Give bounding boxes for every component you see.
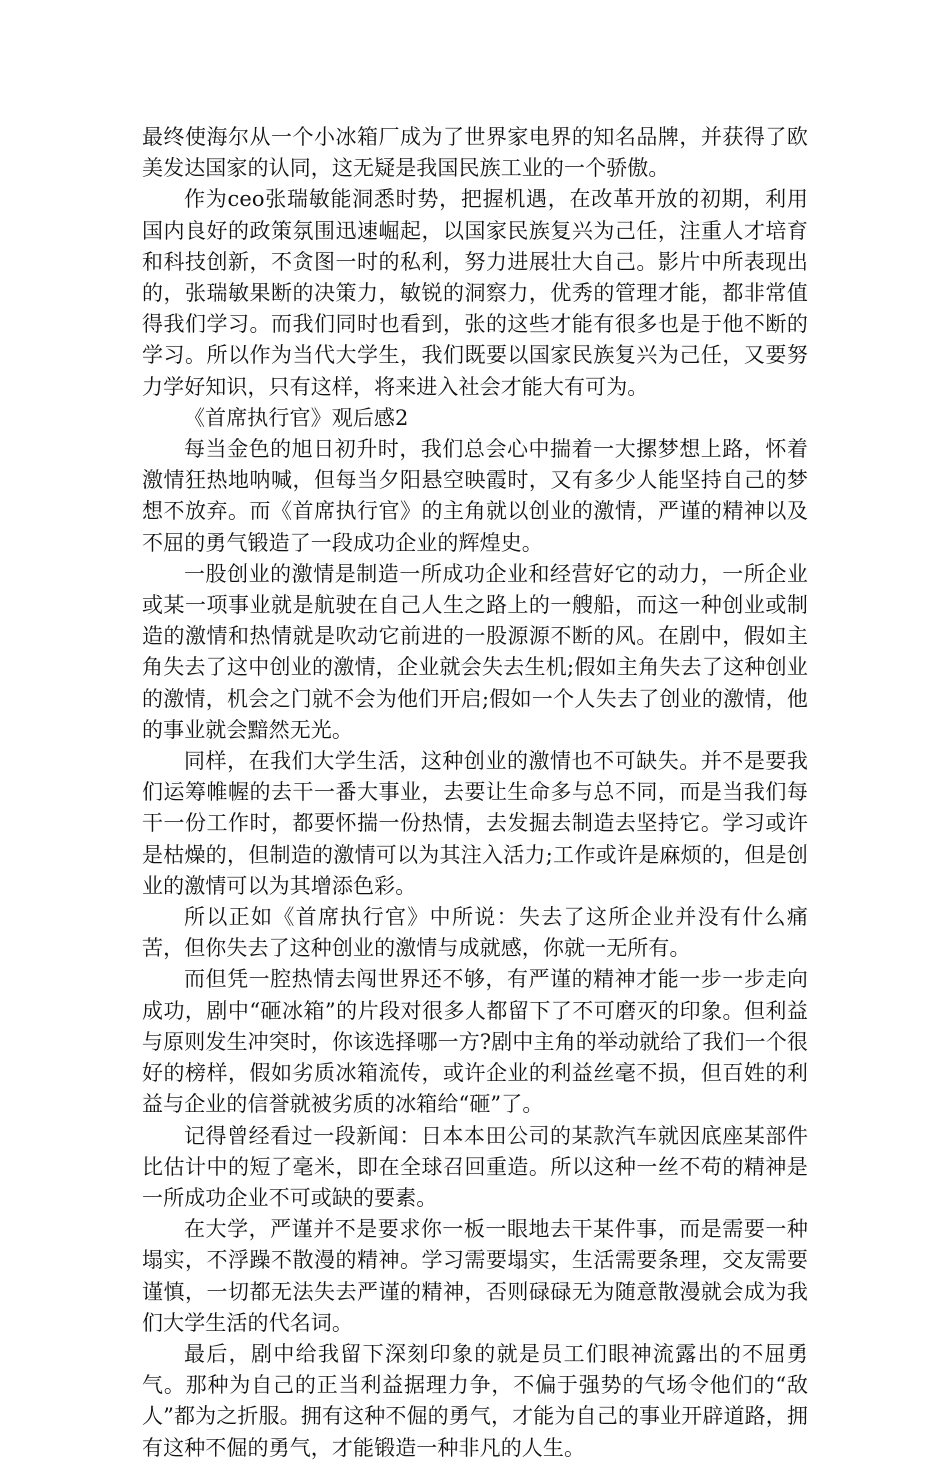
paragraph-university-life: 同样，在我们大学生活，这种创业的激情也不可缺失。并不是要我们运筹帷幄的去干一番大事业，去要让生命多与总不同，而是当我们每干一份工作时，都要怀揣一份热情，去发掘去制造去坚持它。学习或许是枯燥的，但制造的激情可以为其注入活力;工作或许是麻烦的，但是创业的激情可以为其增添色彩。 [142,749,808,898]
paragraph-courage: 最后，剧中给我留下深刻印象的就是员工们眼神流露出的不屈勇气。那种为自己的正当利益据理力争，不偏于强势的气场令他们的“敌人”都为之折服。拥有这种不倔的勇气，才能为自己的事业开辟道路，拥有这种不倔的勇气，才能锻造一种非凡的人生。 [142,1341,808,1460]
document-body [142,122,808,1464]
paragraph-passion: 一股创业的激情是制造一所成功企业和经营好它的动力，一所企业或某一项事业就是航驶在自己人生之路上的一艘船，而这一种创业或制造的激情和热情就是吹动它前进的一股源源不断的风。在剧中，假如主角失去了这中创业的激情，企业就会失去生机;假如主角失去了这种创业的激情，机会之门就不会为他们开启;假如一个人失去了创业的激情，他的事业就会黯然无光。 [142,561,808,742]
paragraph-ceo-zhang-ruimin: 作为ceo张瑞敏能洞悉时势，把握机遇，在改革开放的初期，利用国内良好的政策氛围迅速崛起，以国家民族复兴为己任，注重人才培育和科技创新，不贪图一时的私利，努力进展壮大自己。影片中所表现出的，张瑞敏果断的决策力，敏锐的洞察力，优秀的管理才能，都非常值得我们学习。而我们同时也看到，张的这些才能有很多也是于他不断的学习。所以作为当代大学生，我们既要以国家民族复兴为己任，又要努力学好知识，只有这样，将来进入社会才能大有可为。 [142,187,808,399]
paragraph-continuation: 最终使海尔从一个小冰箱厂成为了世界家电界的知名品牌，并获得了欧美发达国家的认同，这无疑是我国民族工业的一个骄傲。 [142,125,808,181]
paragraph-honda-news: 记得曾经看过一段新闻：日本本田公司的某款汽车就因底座某部件比估计中的短了毫米，即在全球召回重造。所以这种一丝不苟的精神是一所成功企业不可或缺的要素。 [142,1123,808,1210]
paragraph-dream: 每当金色的旭日初升时，我们总会心中揣着一大摞梦想上路，怀着激情狂热地呐喊，但每当夕阳悬空映霞时，又有多少人能坚持自己的梦想不放弃。而《首席执行官》的主角就以创业的激情，严谨的精神以及不屈的勇气锻造了一段成功企业的辉煌史。 [142,437,808,555]
section-heading: 《首席执行官》观后感2 [184,405,409,430]
paragraph-quote: 所以正如《首席执行官》中所说：失去了这所企业并没有什么痛苦，但你失去了这种创业的激情与成就感，你就一无所有。 [142,905,808,961]
paragraph-rigor: 而但凭一腔热情去闯世界还不够，有严谨的精神才能一步一步走向成功，剧中“砸冰箱”的片段对很多人都留下了不可磨灭的印象。但利益与原则发生冲突时，你该选择哪一方?剧中主角的举动就给了我们一个很好的榜样，假如劣质冰箱流传，或许企业的利益丝毫不损，但百姓的利益与企业的信誉就被劣质的冰箱给“砸”了。 [142,967,808,1117]
paragraph-university-rigor: 在大学，严谨并不是要求你一板一眼地去干某件事，而是需要一种塌实，不浮躁不散漫的精神。学习需要塌实，生活需要条理，交友需要谨慎，一切都无法失去严谨的精神，否则碌碌无为随意散漫就会成为我们大学生活的代名词。 [142,1217,808,1335]
